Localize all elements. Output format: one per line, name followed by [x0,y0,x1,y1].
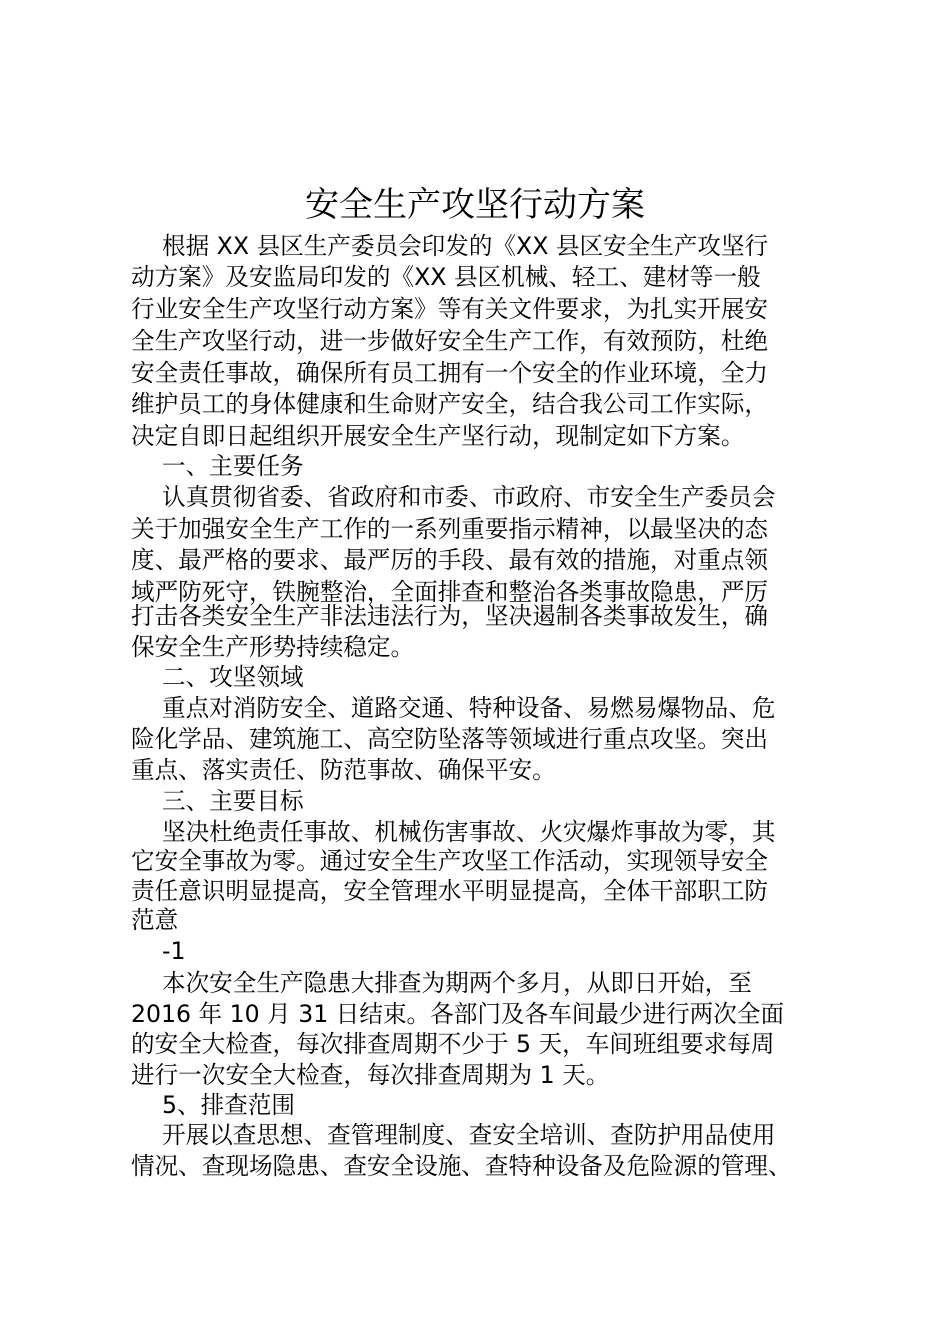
document-title: 安全生产攻坚行动方案 [305,185,645,225]
paragraph-line: 它安全事故为零。通过安全生产攻坚工作活动，实现领导安全 [131,847,769,875]
paragraph-line: 域严防死守，铁腕整治，全面排查和整治各类事故隐患，严厉 [131,578,769,606]
paragraph-line: 的安全大检查，每次排查周期不少于 5 天，车间班组要求每周 [131,1030,775,1058]
paragraph-line: 范意 [131,906,179,934]
paragraph-line: 维护员工的身体健康和生命财产安全，结合我公司工作实际， [131,390,769,418]
paragraph-line: 进行一次安全大检查，每次排查周期为 1 天。 [131,1061,610,1089]
section-heading: 二、攻坚领域 [162,663,304,691]
paragraph-line: 险化学品、建筑施工、高空防坠落等领域进行重点攻坚。突出 [131,725,769,753]
paragraph-line: 本次安全生产隐患大排查为期两个多月，从即日开始，至 [162,969,752,997]
paragraph-line: 行业安全生产攻坚行动方案》等有关文件要求，为扎实开展安 [131,295,769,323]
page-number: -1 [162,937,186,965]
paragraph-line: 决定自即日起组织开展安全生产坚行动，现制定如下方案。 [131,422,745,450]
paragraph-line: 根据 XX 县区生产委员会印发的《XX 县区安全生产攻坚行 [162,232,769,260]
paragraph-line: 责任意识明显提高，安全管理水平明显提高，全体干部职工防 [131,877,769,905]
section-heading: 三、主要目标 [162,787,304,815]
paragraph-line: 重点对消防安全、道路交通、特种设备、易燃易爆物品、危 [162,694,776,722]
section-heading: 5、排查范围 [162,1091,295,1119]
paragraph-line: 重点、落实责任、防范事故、确保平安。 [131,756,556,784]
paragraph-line: 保安全生产形势持续稳定。 [131,633,415,661]
paragraph-line: 动方案》及安监局印发的《XX 县区机械、轻工、建材等一般 [131,263,761,291]
paragraph-line: 打击各类安全生产非法违法行为，坚决遏制各类事故发生，确 [131,602,769,630]
paragraph-line: 关于加强安全生产工作的一系列重要指示精神，以最坚决的态 [131,515,769,543]
section-heading: 一、主要任务 [162,452,304,480]
paragraph-line: 安全责任事故，确保所有员工拥有一个安全的作业环境，全力 [131,359,769,387]
paragraph-line: 2016 年 10 月 31 日结束。各部门及各车间最少进行两次全面 [131,1000,785,1028]
paragraph-line: 全生产攻坚行动，进一步做好安全生产工作，有效预防，杜绝 [131,327,769,355]
paragraph-line: 坚决杜绝责任事故、机械伤害事故、火灾爆炸事故为零，其 [162,818,776,846]
paragraph-line: 开展以查思想、查管理制度、查安全培训、查防护用品使用 [162,1121,776,1149]
paragraph-line: 情况、查现场隐患、查安全设施、查特种设备及危险源的管理、 [131,1152,792,1180]
paragraph-line: 度、最严格的要求、最严厉的手段、最有效的措施，对重点领 [131,546,769,574]
paragraph-line: 认真贯彻省委、省政府和市委、市政府、市安全生产委员会 [162,483,776,511]
